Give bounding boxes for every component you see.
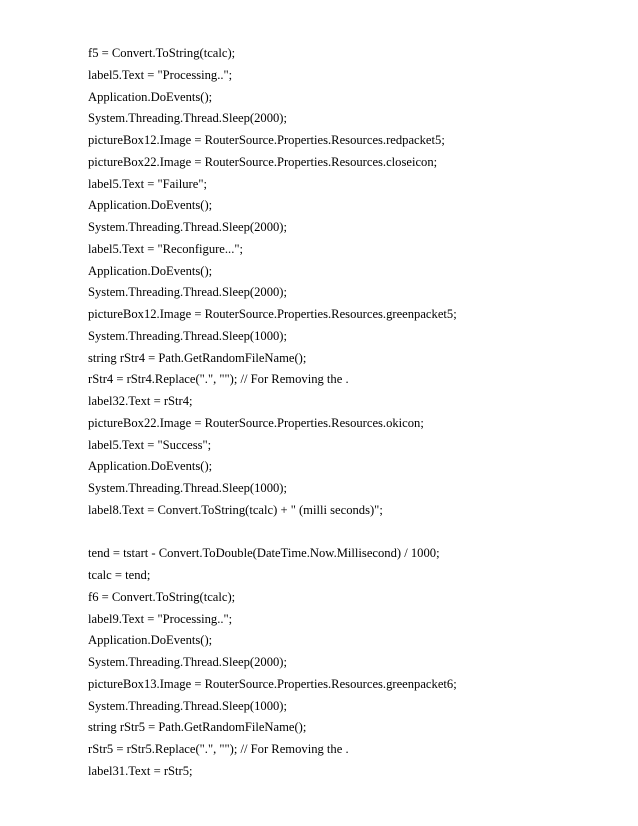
code-line: string rStr5 = Path.GetRandomFileName(); — [88, 720, 307, 735]
code-line: System.Threading.Thread.Sleep(2000); — [88, 111, 287, 126]
code-line: string rStr4 = Path.GetRandomFileName(); — [88, 350, 307, 365]
code-line: System.Threading.Thread.Sleep(1000); — [88, 481, 287, 495]
code-line: Application.DoEvents(); — [88, 198, 213, 213]
code-line: label5.Text = "Processing.."; — [88, 67, 233, 82]
code-line: pictureBox22.Image = RouterSource.Properties.Resources.okicon; — [88, 415, 424, 430]
code-line: pictureBox22.Image = RouterSource.Properties.Resources.closeicon; — [88, 154, 438, 169]
code-line: Application.DoEvents(); — [88, 89, 213, 104]
code-line: rStr4 = rStr4.Replace(".", ""); // For Removing the . — [88, 372, 349, 387]
code-line: f5 = Convert.ToString(tcalc); — [88, 46, 236, 60]
code-line — [88, 522, 608, 544]
code-line: label5.Text = "Reconfigure..."; — [88, 241, 243, 256]
code-line: f6 = Convert.ToString(tcalc); — [88, 589, 236, 604]
code-line: label32.Text = rStr4; — [88, 394, 193, 408]
code-line: tend = tstart - Convert.ToDouble(DateTime.Now.Millisecond) / 1000; — [88, 546, 440, 561]
code-line: label31.Text = rStr5; — [88, 763, 193, 778]
code-line: rStr5 = rStr5.Replace(".", ""); // For Removing the . — [88, 742, 349, 756]
code-line: label8.Text = Convert.ToString(tcalc) + " (milli seconds)"; — [88, 502, 383, 517]
code-line: tcalc = tend; — [88, 568, 151, 582]
code-line: System.Threading.Thread.Sleep(1000); — [88, 328, 287, 343]
code-line: System.Threading.Thread.Sleep(2000); — [88, 285, 287, 300]
code-line: System.Threading.Thread.Sleep(2000); — [88, 220, 287, 234]
code-line: System.Threading.Thread.Sleep(2000); — [88, 655, 287, 669]
code-line: label9.Text = "Processing.."; — [88, 611, 233, 626]
code-line: Application.DoEvents(); — [88, 633, 213, 648]
code-line: System.Threading.Thread.Sleep(1000); — [88, 698, 287, 713]
code-line: label5.Text = "Success"; — [88, 437, 212, 452]
code-line: pictureBox12.Image = RouterSource.Properties.Resources.greenpacket5; — [88, 307, 457, 321]
code-line: Application.DoEvents(); — [88, 459, 213, 474]
code-line: pictureBox12.Image = RouterSource.Properties.Resources.redpacket5; — [88, 133, 445, 147]
code-listing — [88, 43, 608, 783]
code-line: label5.Text = "Failure"; — [88, 176, 207, 191]
code-line: Application.DoEvents(); — [88, 263, 213, 278]
code-line: pictureBox13.Image = RouterSource.Properties.Resources.greenpacket6; — [88, 676, 457, 691]
